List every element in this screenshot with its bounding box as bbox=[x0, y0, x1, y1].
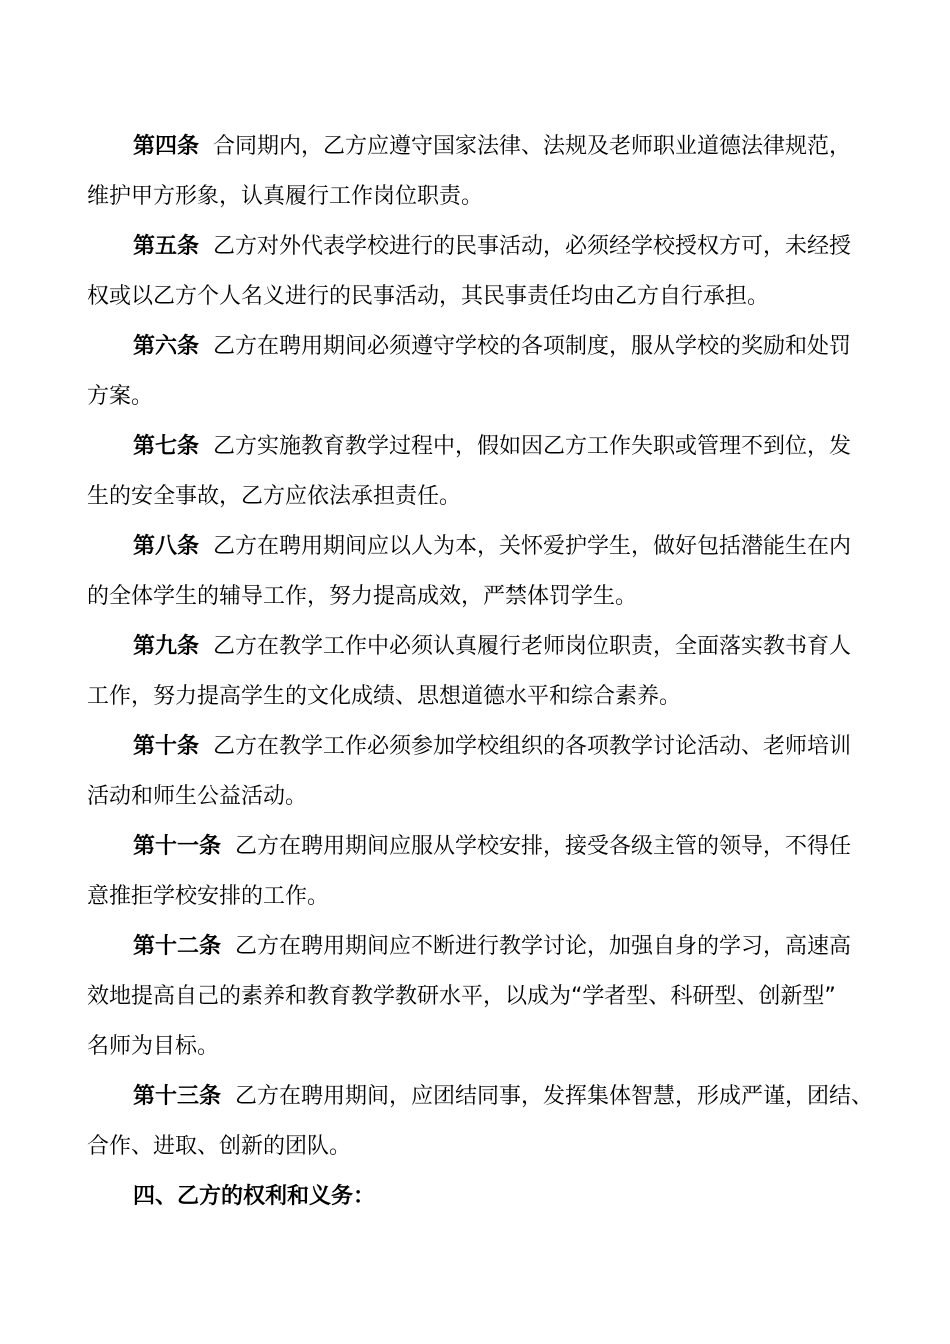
article-13-line-2: 合作、进取、创新的团队。 bbox=[87, 1134, 352, 1159]
article-8-line-2: 的全体学生的辅导工作，努力提高成效，严禁体罚学生。 bbox=[87, 584, 638, 609]
article-7-label: 第七条 bbox=[133, 434, 200, 459]
article-8-text-1: 乙方在聘用期间应以人为本，关怀爱护学生，做好包括潜能生在内 bbox=[213, 534, 852, 559]
article-9-label: 第九条 bbox=[133, 634, 200, 659]
article-4-line-1 bbox=[133, 132, 893, 162]
article-6-line-1 bbox=[133, 332, 893, 362]
article-4-line-2: 维护甲方形象，认真履行工作岗位职责。 bbox=[87, 184, 484, 209]
article-12-label: 第十二条 bbox=[133, 934, 222, 959]
article-13-line-1 bbox=[133, 1082, 893, 1112]
article-12-text-1: 乙方在聘用期间应不断进行教学讨论，加强自身的学习，高速高 bbox=[235, 934, 852, 959]
article-12-line-3: 名师为目标。 bbox=[87, 1034, 220, 1059]
article-8-label: 第八条 bbox=[133, 534, 200, 559]
article-7-line-1 bbox=[133, 432, 893, 462]
article-9-line-1 bbox=[133, 632, 893, 662]
article-10-label: 第十条 bbox=[133, 734, 200, 759]
article-7-text-1: 乙方实施教育教学过程中，假如因乙方工作失职或管理不到位，发 bbox=[213, 434, 852, 459]
article-13-label: 第十三条 bbox=[133, 1084, 222, 1109]
article-5-label: 第五条 bbox=[133, 234, 200, 259]
article-11-text-1: 乙方在聘用期间应服从学校安排，接受各级主管的领导，不得任 bbox=[235, 834, 852, 859]
section-heading: 四、乙方的权利和义务： bbox=[133, 1184, 376, 1209]
article-9-text-1: 乙方在教学工作中必须认真履行老师岗位职责，全面落实教书育人 bbox=[213, 634, 852, 659]
article-5-line-2: 权或以乙方个人名义进行的民事活动，其民事责任均由乙方自行承担。 bbox=[87, 284, 770, 309]
article-12-line-2: 效地提高自己的素养和教育教学教研水平，以成为“学者型、科研型、创新型” bbox=[87, 984, 836, 1009]
article-10-line-1 bbox=[133, 732, 893, 762]
article-11-label: 第十一条 bbox=[133, 834, 222, 859]
article-7-line-2: 生的安全事故，乙方应依法承担责任。 bbox=[87, 484, 462, 509]
article-6-label: 第六条 bbox=[133, 334, 200, 359]
article-6-text-1: 乙方在聘用期间必须遵守学校的各项制度，服从学校的奖励和处罚 bbox=[213, 334, 852, 359]
article-6-line-2: 方案。 bbox=[87, 384, 154, 409]
article-11-line-1 bbox=[133, 832, 893, 862]
article-4-label: 第四条 bbox=[133, 134, 200, 159]
article-10-line-2: 活动和师生公益活动。 bbox=[87, 784, 308, 809]
article-8-line-1 bbox=[133, 532, 893, 562]
article-5-text-1: 乙方对外代表学校进行的民事活动，必须经学校授权方可，未经授 bbox=[213, 234, 852, 259]
article-4-text-1: 合同期内，乙方应遵守国家法律、法规及老师职业道德法律规范， bbox=[213, 134, 852, 159]
article-13-text-1: 乙方在聘用期间，应团结同事，发挥集体智慧，形成严谨，团结、 bbox=[235, 1084, 874, 1109]
article-11-line-2: 意推拒学校安排的工作。 bbox=[87, 884, 330, 909]
article-5-line-1 bbox=[133, 232, 893, 262]
article-9-line-2: 工作，努力提高学生的文化成绩、思想道德水平和综合素养。 bbox=[87, 684, 682, 709]
article-12-line-1 bbox=[133, 932, 893, 962]
article-10-text-1: 乙方在教学工作必须参加学校组织的各项教学讨论活动、老师培训 bbox=[213, 734, 852, 759]
